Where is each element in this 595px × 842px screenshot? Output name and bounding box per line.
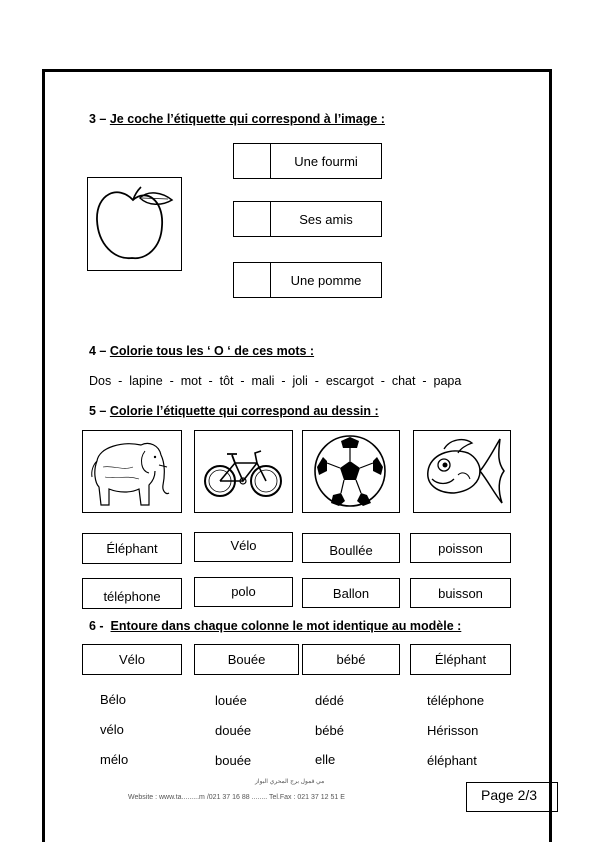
- words-line: Dos - lapine - mot - tôt - mali - joli - escargot - chat - papa: [89, 374, 462, 388]
- option-row-2[interactable]: [233, 201, 382, 237]
- column-4-word-3[interactable]: éléphant: [427, 753, 477, 768]
- column-2-word-3[interactable]: bouée: [215, 753, 252, 768]
- bicycle-icon: [195, 431, 291, 511]
- exercise-6-title: Entoure dans chaque colonne le mot identique au modèle :: [110, 619, 462, 633]
- column-3-word-2[interactable]: bébé: [315, 723, 344, 738]
- soccer-ball-icon: [303, 431, 398, 511]
- option-row-1[interactable]: [233, 143, 382, 179]
- model-elephant: Éléphant: [410, 644, 511, 675]
- footer-arabic-text: مي قمول برج المحري البواز: [255, 779, 325, 785]
- column-3-word-3[interactable]: elle: [315, 752, 336, 767]
- option-label-1: Une fourmi: [294, 153, 358, 169]
- exercise-5-number: 5 –: [89, 404, 110, 418]
- column-2-word-1[interactable]: louée: [215, 693, 247, 708]
- footer-website: Website : www.ta.........m /021 37 16 88 ........ Tel.Fax : 021 37 12 51 E: [128, 794, 345, 801]
- column-1-word-1[interactable]: Bélo: [100, 692, 127, 707]
- apple-image-frame: [87, 177, 182, 271]
- ball-image-frame: [302, 430, 400, 513]
- checkbox-2[interactable]: [234, 202, 271, 236]
- fish-image-frame: [413, 430, 511, 513]
- checkbox-1[interactable]: [234, 144, 271, 178]
- page-number: Page 2/3: [466, 782, 558, 812]
- exercise-6-heading: [89, 619, 461, 633]
- exercise-5-title: Colorie l’étiquette qui correspond au dessin :: [109, 404, 379, 418]
- option-row-3[interactable]: [233, 262, 382, 298]
- column-4-word-2[interactable]: Hérisson: [427, 723, 479, 738]
- option-label-3: Une pomme: [290, 272, 362, 288]
- apple-icon: [88, 178, 180, 269]
- label-boullee[interactable]: Boullée: [302, 533, 400, 563]
- label-ballon[interactable]: Ballon: [302, 578, 400, 608]
- column-3-word-1[interactable]: dédé: [315, 693, 344, 708]
- model-bebe: bébé: [302, 644, 400, 675]
- exercise-3-number: 3 –: [89, 112, 110, 126]
- bicycle-image-frame: [194, 430, 293, 513]
- label-poisson[interactable]: poisson: [410, 533, 511, 563]
- elephant-icon: [83, 431, 180, 511]
- label-polo[interactable]: polo: [194, 577, 293, 607]
- column-4-word-1[interactable]: téléphone: [427, 693, 485, 708]
- exercise-4-number: 4 –: [89, 344, 110, 358]
- exercise-4-heading: [89, 344, 314, 358]
- exercise-3-heading: [89, 112, 385, 126]
- label-velo[interactable]: Vélo: [194, 532, 293, 562]
- column-2-word-2[interactable]: douée: [215, 723, 252, 738]
- elephant-image-frame: [82, 430, 182, 513]
- label-elephant[interactable]: Éléphant: [82, 533, 182, 564]
- fish-icon: [414, 431, 509, 511]
- checkbox-3[interactable]: [234, 263, 271, 297]
- exercise-6-number: 6 -: [89, 619, 111, 633]
- model-velo: Vélo: [82, 644, 182, 675]
- exercise-5-heading: [89, 404, 379, 418]
- label-buisson[interactable]: buisson: [410, 578, 511, 608]
- model-bouee: Bouée: [194, 644, 299, 675]
- exercise-3-title: Je coche l’étiquette qui correspond à l’image :: [109, 112, 385, 126]
- label-telephone[interactable]: téléphone: [82, 578, 182, 609]
- option-label-2: Ses amis: [299, 211, 353, 227]
- exercise-4-title: Colorie tous les ‘ O ‘ de ces mots :: [109, 344, 315, 358]
- column-1-word-3[interactable]: mélo: [100, 752, 129, 767]
- column-1-word-2[interactable]: vélo: [100, 722, 124, 737]
